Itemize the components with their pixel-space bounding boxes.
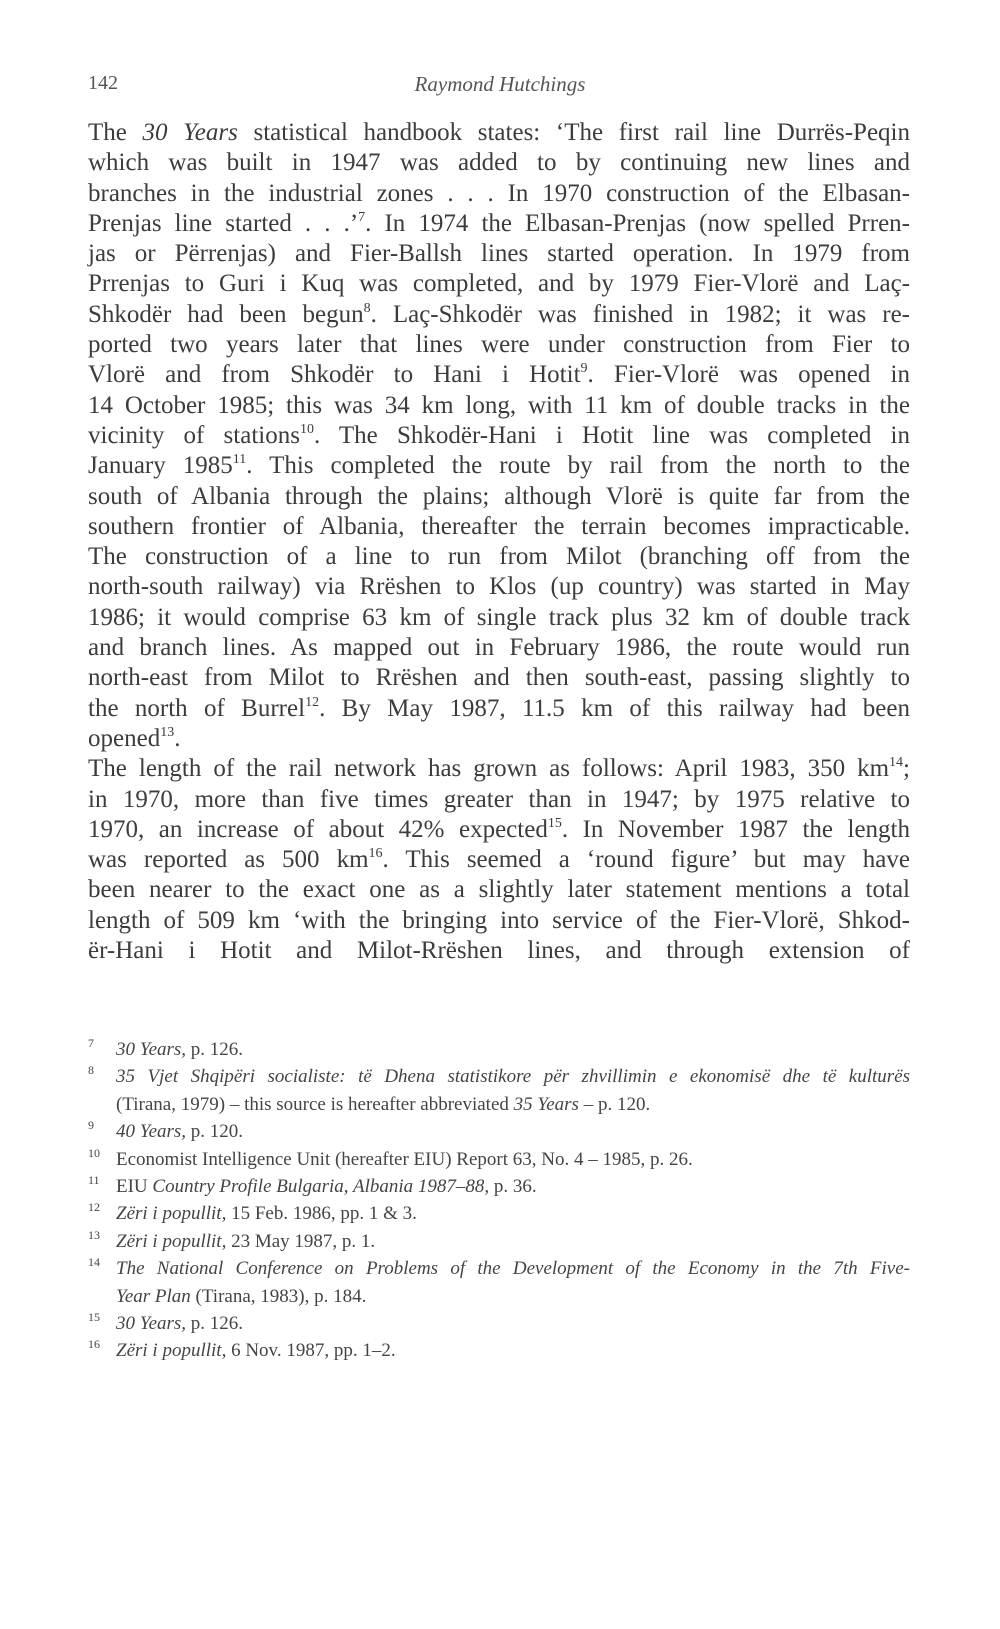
page-number: 142 — [88, 72, 118, 94]
body-line: which was built in 1947 was added to by continuing new lines and — [88, 149, 910, 177]
body-line: north-east from Milot to Rrëshen and then south-east, passing slightly to — [88, 664, 910, 692]
footnote-number: 14 — [88, 1255, 100, 1270]
footnote-number: 11 — [88, 1172, 100, 1187]
body-line: length of 509 km ‘with the bringing into service of the Fier-Vlorë, Shkod- — [88, 906, 910, 934]
footnote-text: 40 Years, p. 120. — [116, 1121, 244, 1143]
body-line: branches in the industrial zones . . . In 1970 construction of the Elbasan- — [88, 179, 910, 207]
footnote-text: (Tirana, 1979) – this source is hereafter abbreviated 35 Years – p. 120. — [116, 1093, 651, 1115]
footnote-number: 9 — [88, 1118, 94, 1133]
footnote-reference: 15 — [547, 815, 562, 831]
italic-text: Year Plan — [116, 1285, 191, 1307]
footnotes — [88, 1036, 910, 1365]
body-line: the north of Burrel$^{12}$. By May 1987, 11.5 km of this railway had been — [88, 694, 911, 722]
footnote-reference: 11 — [232, 452, 247, 468]
footnote-number: 8 — [88, 1063, 94, 1078]
footnote-reference: 14 — [889, 755, 904, 771]
body-line: been nearer to the exact one as a slightly later statement mentions a total — [88, 876, 910, 904]
italic-text: Zëri i popullit, — [116, 1230, 227, 1252]
footnote-text: EIU Country Profile Bulgaria, Albania 1987–88, p. 36. — [116, 1175, 537, 1197]
italic-text: Country Profile Bulgaria, Albania 1987–88, — [152, 1175, 490, 1197]
italic-text: 30 Years — [142, 119, 238, 146]
footnote-text — [116, 1255, 910, 1282]
body-line: January 1985$^{11}$. This completed the route by rail from the north to the — [88, 452, 910, 480]
body-line: was reported as 500 $km^{16}$. This seemed a ‘round figure’ but may have — [88, 846, 910, 874]
body-line: 1970, an increase of about 42% expected$^{15}$. In November 1987 the length — [88, 815, 911, 843]
footnote-number: 13 — [88, 1227, 100, 1242]
footnote-number: 10 — [88, 1145, 100, 1160]
footnote-text: Zëri i popullit, 15 Feb. 1986, pp. 1 & 3. — [116, 1203, 417, 1225]
italic-text: 35 Years — [513, 1093, 579, 1115]
body-line: north-south railway) via Rrëshen to Klos (up country) was started in May — [88, 573, 910, 601]
footnote-reference: 8 — [363, 300, 371, 316]
footnote-line — [88, 1200, 910, 1227]
footnote-text — [116, 1063, 910, 1090]
footnote-number: 16 — [88, 1337, 100, 1352]
footnote-line — [88, 1173, 910, 1200]
footnote-reference: 13 — [160, 724, 175, 740]
footnote-number: 12 — [88, 1200, 100, 1215]
footnote-reference: 9 — [580, 361, 588, 377]
body-line: 1986; it would comprise 63 km of single track plus 32 km of double track — [88, 603, 910, 631]
body-line: vicinity of stations$^{10}$. The Shkodër-Hani i Hotit line was completed in — [88, 421, 910, 449]
footnote-line — [88, 1255, 910, 1282]
body-line: ër-Hani i Hotit and Milot-Rrëshen lines, and through extension of — [88, 937, 910, 965]
body-line: Prrenjas to Guri i Kuq was completed, and by 1979 Fier-Vlorë and Laç- — [88, 270, 910, 298]
footnote-number: 15 — [88, 1309, 100, 1324]
footnote-text: 30 Years, p. 126. — [116, 1312, 244, 1334]
footnote-line — [88, 1146, 910, 1173]
body-line: southern frontier of Albania, thereafter the terrain becomes impracticable. — [88, 512, 910, 540]
body-line: Prenjas line started . . .’$^7$. In 1974 the Elbasan-Prenjas (now spelled Prren- — [88, 209, 910, 237]
body-line: The construction of a line to run from Milot (branching off from the — [88, 543, 910, 571]
footnote-text: Economist Intelligence Unit (hereafter EIU) Report 63, No. 4 – 1985, p. 26. — [116, 1148, 693, 1170]
footnote-line — [88, 1091, 910, 1118]
footnote-line — [88, 1228, 910, 1255]
body-line: 14 October 1985; this was 34 km long, with 11 km of double tracks in the — [88, 391, 910, 419]
footnote-reference: 10 — [299, 421, 314, 437]
body-line: Vlorë and from Shkodër to Hani i Hotit$^9$. Fier-Vlorë was opened in — [88, 361, 910, 389]
body-line: The length of the rail network has grown as follows: April 1983, 350 $km^{14}$; — [88, 755, 910, 783]
footnote-reference: 7 — [358, 209, 366, 225]
body-line: jas or Përrenjas) and Fier-Ballsh lines started operation. In 1979 from — [88, 240, 910, 268]
body-text — [88, 118, 910, 966]
body-line: opened$^{13}$. — [88, 724, 181, 752]
body-line: and branch lines. As mapped out in February 1986, the route would run — [88, 634, 910, 662]
running-head: Raymond Hutchings — [414, 72, 586, 96]
body-line: The 30 Years statistical handbook states: ‘The first rail line Durrës-Peqin — [88, 119, 910, 146]
footnote-reference: 12 — [305, 694, 320, 710]
footnote-line — [88, 1118, 910, 1145]
italic-text: 35 Vjet Shqipëri socialiste: të Dhena statistikore për zhvillimin e ekonomisë dhe të kulturës — [116, 1066, 910, 1088]
footnote-line — [88, 1283, 910, 1310]
footnote-text: Zëri i popullit, 6 Nov. 1987, pp. 1–2. — [116, 1340, 396, 1362]
footnote-text: Zëri i popullit, 23 May 1987, p. 1. — [116, 1230, 376, 1252]
italic-text: 40 Years, — [116, 1121, 187, 1143]
italic-text: The National Conference on Problems of the Development of the Economy in the 7th Five- — [116, 1258, 910, 1280]
footnote-line — [88, 1036, 910, 1063]
body-line: in 1970, more than five times greater than in 1947; by 1975 relative to — [88, 785, 910, 813]
italic-text: Zëri i popullit, — [116, 1340, 227, 1362]
body-line: south of Albania through the plains; although Vlorë is quite far from the — [88, 482, 910, 510]
footnote-line — [88, 1063, 910, 1090]
italic-text: Zëri i popullit, — [116, 1203, 227, 1225]
italic-text: 30 Years, — [116, 1312, 187, 1334]
footnote-reference: 16 — [368, 846, 383, 862]
footnote-text: Year Plan (Tirana, 1983), p. 184. — [116, 1285, 367, 1307]
body-line: Shkodër had been begun$^8$. Laç-Shkodër was finished in 1982; it was re- — [88, 300, 910, 328]
body-line: ported two years later that lines were under construction from Fier to — [88, 331, 910, 359]
italic-text: 30 Years, — [116, 1039, 187, 1060]
footnote-line — [88, 1310, 910, 1337]
footnote-text: 30 Years, p. 126. — [116, 1039, 244, 1060]
footnote-line — [88, 1337, 910, 1364]
footnote-number: 7 — [88, 1036, 94, 1050]
